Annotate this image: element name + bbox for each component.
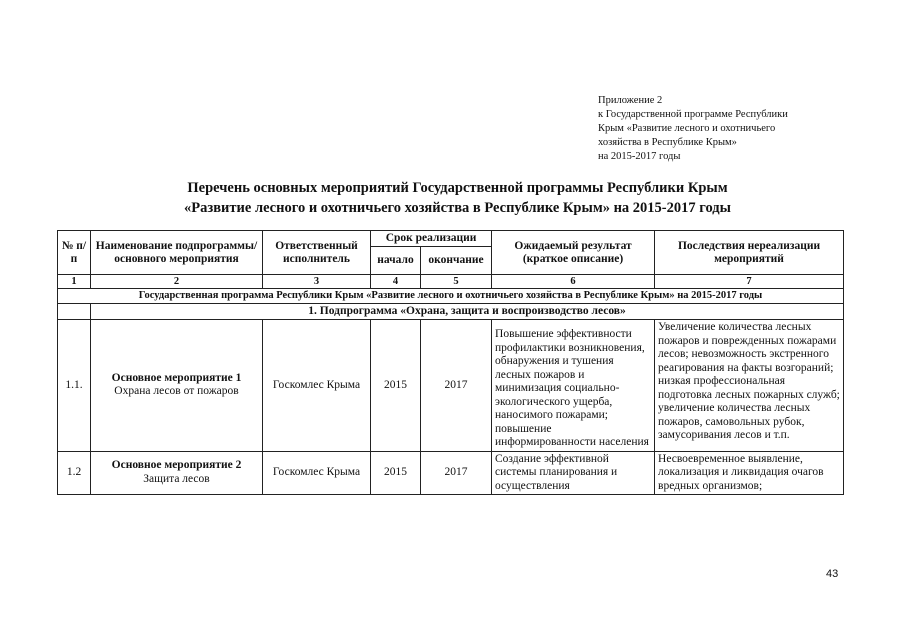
program-row (58, 289, 844, 304)
row-consequences: Увеличение количества лесных пожаров и поврежденных пожарами лесов; невозможность экстренного реагирования на факты возгораний; низкая профессиональная подготовка лесных пожарных служб; увеличение количества лесных пожаров, самовольных рубок, замусоривания лесов и т.п. (655, 320, 844, 452)
activities-table (57, 230, 844, 495)
subprogram-row (58, 304, 844, 320)
row-consequences: Несвоевременное выявление, локализация и ликвидация очагов вредных организмов; (655, 451, 844, 495)
row-executor: Госкомлес Крыма (263, 451, 371, 495)
row-executor: Госкомлес Крыма (263, 320, 371, 452)
title-line: «Развитие лесного и охотничьего хозяйства в Республике Крым» на 2015-2017 годы (184, 200, 731, 216)
appendix-line: к Государственной программе Республики (598, 109, 788, 120)
column-number: 4 (371, 275, 421, 289)
appendix-line: на 2015-2017 годы (598, 151, 681, 162)
header-end: окончание (421, 247, 492, 275)
row-activity (91, 451, 263, 495)
header-executor: Ответственный исполнитель (263, 231, 371, 275)
appendix-note (598, 94, 838, 164)
title-line: Перечень основных мероприятий Государственной программы Республики Крым (187, 180, 728, 196)
column-number: 6 (492, 275, 655, 289)
column-number: 7 (655, 275, 844, 289)
document-title (120, 178, 795, 218)
table-row (58, 451, 844, 495)
row-end: 2017 (421, 320, 492, 452)
appendix-line: хозяйства в Республике Крым» (598, 137, 737, 148)
row-start: 2015 (371, 320, 421, 452)
activity-title: Основное мероприятие 1 (111, 371, 242, 384)
row-result: Повышение эффективности профилактики возникновения, обнаружения и тушения лесных пожаров и минимизация социально-экологического ущерба, наносимого пожарами; повышение информированности населения (492, 320, 655, 452)
subprogram-title: 1. Подпрограмма «Охрана, защита и воспроизводство лесов» (91, 304, 844, 320)
header-result: Ожидаемый результат (краткое описание) (492, 231, 655, 275)
column-number: 1 (58, 275, 91, 289)
program-title: Государственная программа Республики Крым «Развитие лесного и охотничьего хозяйства в Республике Крым» на 2015-2017 годы (58, 289, 844, 304)
activity-name: Охрана лесов от пожаров (114, 385, 239, 398)
row-activity (91, 320, 263, 452)
column-number-row (58, 275, 844, 289)
row-num: 1.1. (58, 320, 91, 452)
header-row (58, 231, 844, 247)
subprogram-empty-cell (58, 304, 91, 320)
column-number: 3 (263, 275, 371, 289)
activity-title: Основное мероприятие 2 (111, 459, 242, 472)
header-period: Срок реализации (371, 231, 492, 247)
appendix-line: Приложение 2 (598, 95, 663, 106)
header-name: Наименование подпрограммы/ основного мероприятия (91, 231, 263, 275)
appendix-line: Крым «Развитие лесного и охотничьего (598, 123, 776, 134)
row-start: 2015 (371, 451, 421, 495)
column-number: 2 (91, 275, 263, 289)
row-result: Создание эффективной системы планирования и осуществления (492, 451, 655, 495)
row-num: 1.2 (58, 451, 91, 495)
column-number: 5 (421, 275, 492, 289)
row-end: 2017 (421, 451, 492, 495)
table-row (58, 320, 844, 452)
header-start: начало (371, 247, 421, 275)
header-num: № п/п (58, 231, 91, 275)
header-consequences: Последствия нереализации мероприятий (655, 231, 844, 275)
page-number: 43 (826, 568, 839, 580)
activity-name: Защита лесов (143, 472, 210, 485)
